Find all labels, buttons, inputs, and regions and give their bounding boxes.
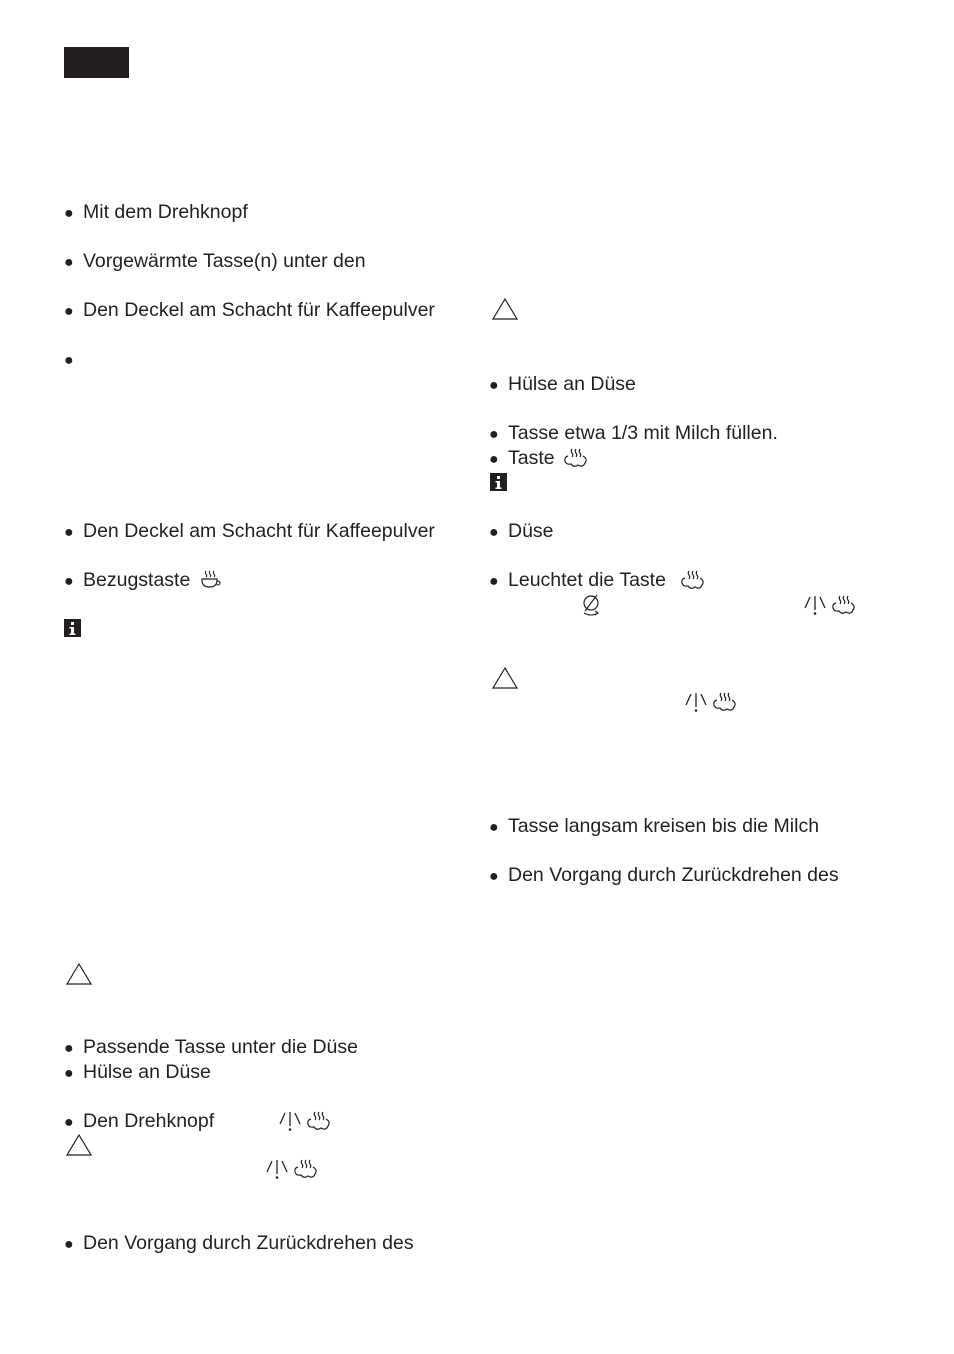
list-item: ● Bezugstaste: [64, 569, 191, 591]
list-item: ● Hülse an Düse: [64, 1061, 211, 1083]
coffee-cup-icon: [200, 569, 222, 591]
steam-icon: [563, 447, 589, 469]
list-item: ● Tasse langsam kreisen bis die Milch: [489, 815, 820, 837]
list-item: ● Leuchtet die Taste: [489, 569, 666, 591]
list-item: ● Taste: [489, 447, 555, 469]
list-item: ● Den Deckel am Schacht für Kaffeepulver: [64, 520, 435, 542]
steam-icon: [306, 1110, 332, 1132]
warning-triangle-icon: [66, 963, 92, 985]
list-item: ● Mit dem Drehknopf: [64, 201, 248, 223]
hot-water-icon: [802, 594, 828, 616]
list-item: ● Den Drehknopf: [64, 1110, 215, 1132]
hot-water-icon: [277, 1110, 303, 1132]
list-item: ● Den Vorgang durch Zurückdrehen des: [64, 1232, 414, 1254]
steam-icon: [831, 594, 857, 616]
list-item: ● Tasse etwa 1/3 mit Milch füllen.: [489, 422, 778, 444]
list-item: ● Den Deckel am Schacht für Kaffeepulver: [64, 299, 435, 321]
warning-triangle-icon: [492, 667, 518, 689]
info-icon: [490, 473, 507, 491]
chapter-tab: [64, 47, 129, 78]
steam-icon: [712, 691, 738, 713]
warning-triangle-icon: [492, 298, 518, 320]
list-item: ● Hülse an Düse: [489, 373, 636, 395]
list-item: ● Passende Tasse unter die Düse: [64, 1036, 358, 1058]
list-item: ● Vorgewärmte Tasse(n) unter den: [64, 250, 366, 272]
hot-water-icon: [264, 1158, 290, 1180]
list-item: ●: [64, 352, 74, 369]
steam-icon: [293, 1158, 319, 1180]
warning-triangle-icon: [66, 1134, 92, 1156]
hot-water-icon: [683, 691, 709, 713]
info-icon: [64, 619, 81, 637]
list-item: ● Düse: [489, 520, 554, 542]
no-coffee-icon: [580, 593, 602, 617]
list-item: ● Den Vorgang durch Zurückdrehen des: [489, 864, 839, 886]
steam-icon: [680, 569, 706, 591]
